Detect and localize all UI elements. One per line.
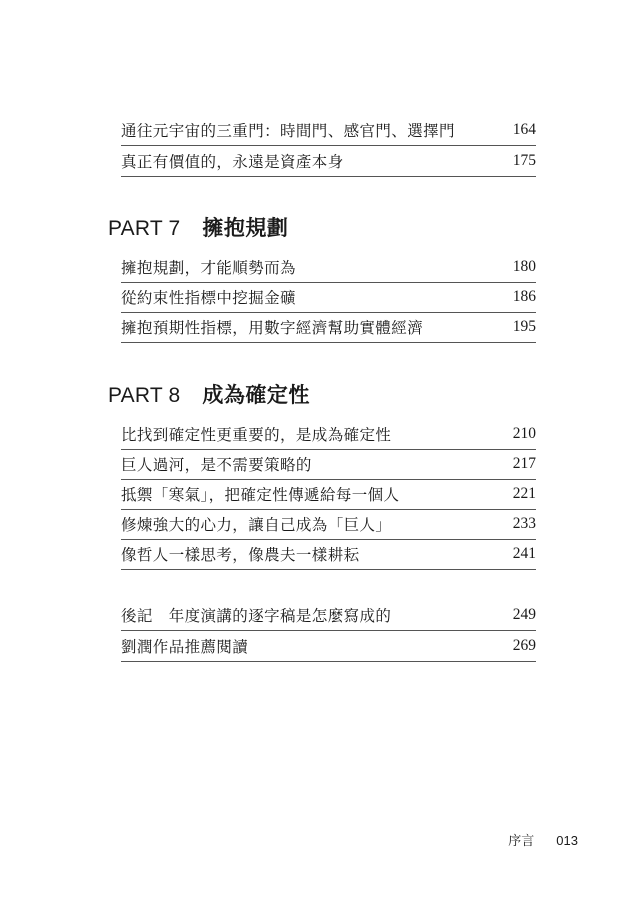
toc-entry xyxy=(121,420,536,450)
toc-entry xyxy=(121,147,536,177)
part-label: PART 7 xyxy=(108,217,181,240)
toc-entry xyxy=(121,510,536,540)
toc-entry-page: 217 xyxy=(512,454,536,472)
toc-entry-title: 擁抱預期性指標，用數字經濟幫助實體經濟 xyxy=(121,318,424,337)
toc-entry-title: 比找到確定性更重要的，是成為確定性 xyxy=(121,425,392,444)
toc-entry-page: 210 xyxy=(512,424,536,442)
toc-entry xyxy=(121,450,536,480)
toc-entry-title: 劉潤作品推薦閱讀 xyxy=(121,637,249,656)
part-label: PART 8 xyxy=(108,384,181,407)
page-number: 013 xyxy=(556,833,578,848)
toc-entry xyxy=(121,283,536,313)
part-7-heading xyxy=(108,212,288,242)
toc-entry-title: 抵禦「寒氣」，把確定性傳遞給每一個人 xyxy=(121,485,400,504)
toc-entry xyxy=(121,601,536,631)
toc-entry-title: 擁抱規劃，才能順勢而為 xyxy=(121,258,296,277)
toc-entry-page: 269 xyxy=(512,636,536,654)
toc-entry-title: 巨人過河，是不需要策略的 xyxy=(121,455,312,474)
toc-entry xyxy=(121,116,536,146)
toc-entry-page: 233 xyxy=(512,514,536,532)
toc-entry xyxy=(121,313,536,343)
toc-entry-title: 後記 年度演講的逐字稿是怎麼寫成的 xyxy=(121,606,392,625)
toc-entry-title: 真正有價值的，永遠是資產本身 xyxy=(121,152,344,171)
toc-entry xyxy=(121,632,536,662)
part-title: 擁抱規劃 xyxy=(202,216,289,240)
toc-entry xyxy=(121,253,536,283)
toc-entry-page: 175 xyxy=(512,151,536,169)
toc-entry-title: 通往元宇宙的三重門：時間門、感官門、選擇門 xyxy=(121,121,455,140)
toc-entry-title: 修煉強大的心力，讓自己成為「巨人」 xyxy=(121,515,392,534)
toc-entry-page: 241 xyxy=(512,544,536,562)
toc-entry-page: 164 xyxy=(512,120,536,138)
toc-entry-page: 186 xyxy=(512,287,536,305)
toc-entry-page: 180 xyxy=(512,257,536,275)
toc-entry-page: 249 xyxy=(512,605,536,623)
toc-entry-page: 221 xyxy=(512,484,536,502)
toc-entry-title: 像哲人一樣思考，像農夫一樣耕耘 xyxy=(121,545,360,564)
toc-entry-page: 195 xyxy=(512,317,536,335)
footer-section-name: 序言 xyxy=(508,834,535,849)
part-title: 成為確定性 xyxy=(202,383,310,407)
toc-entry xyxy=(121,540,536,570)
toc-entry-title: 從約束性指標中挖掘金礦 xyxy=(121,288,296,307)
part-8-heading xyxy=(108,379,310,409)
toc-entry xyxy=(121,480,536,510)
page-footer xyxy=(508,830,578,849)
